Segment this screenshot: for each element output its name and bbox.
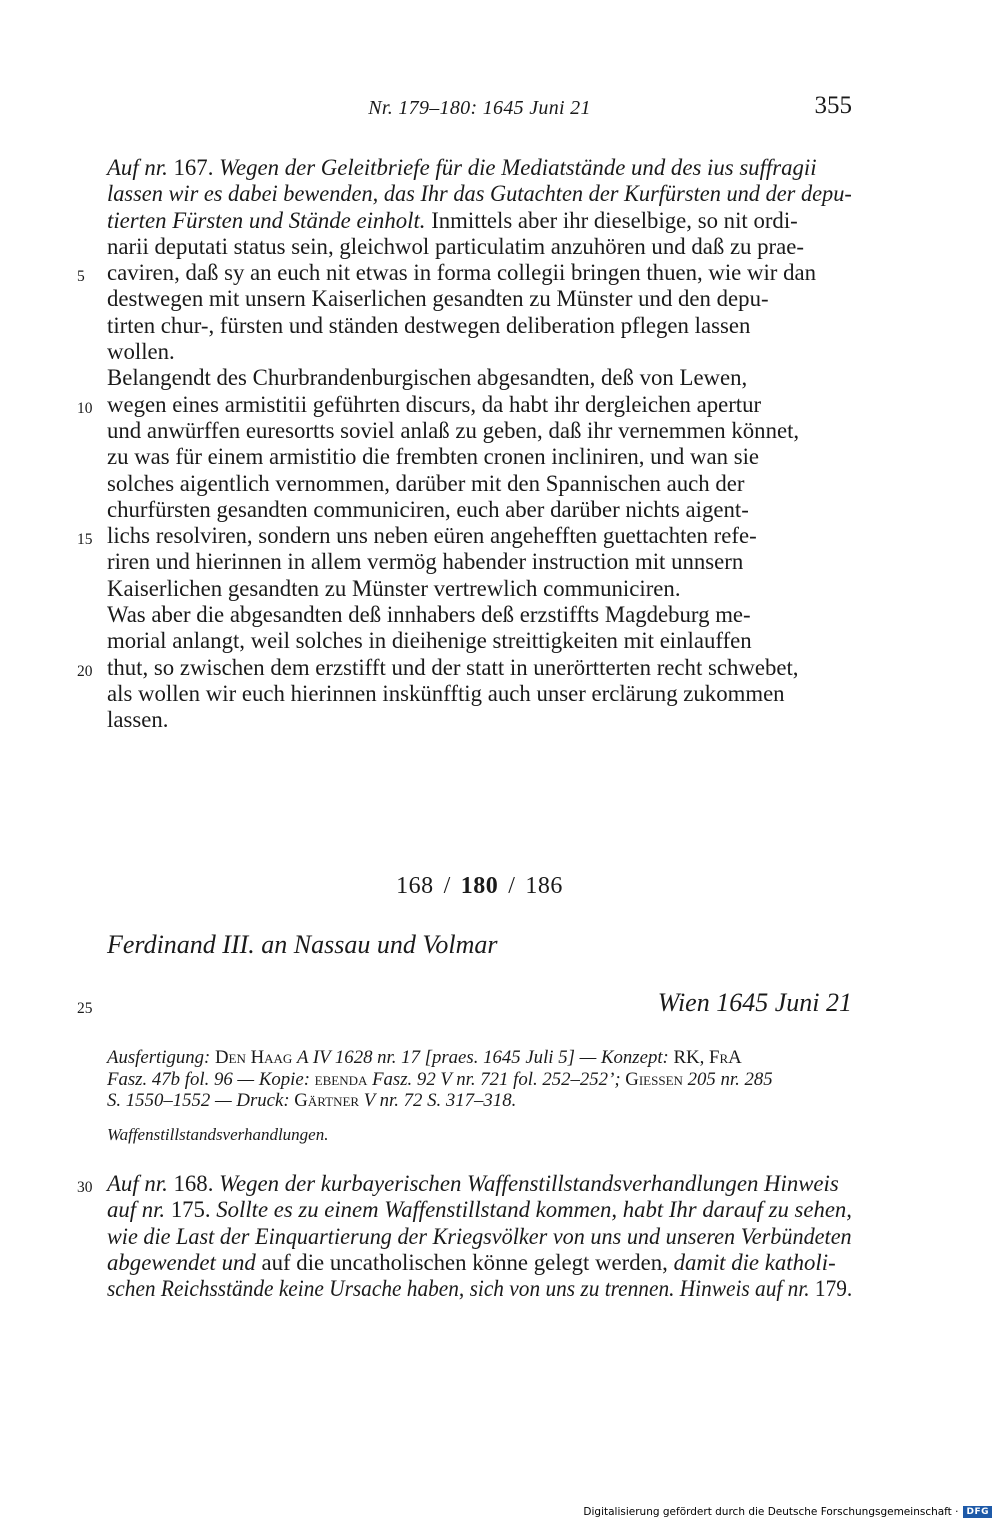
line-text [107,655,799,681]
text-line [107,707,852,733]
line-text [107,418,799,444]
page-number: 355 [814,92,852,119]
text-line [77,260,852,286]
text-line [107,549,852,575]
source-line [107,1069,852,1091]
text-line [107,339,852,365]
running-head [107,92,852,124]
line-text [107,1197,852,1223]
text-segment: tierten Fürsten und Stände einholt. [107,207,432,233]
text-line [77,654,852,681]
line-number: 25 [77,1000,93,1017]
text-line [107,628,852,654]
text-segment: caviren, daß sy an euch nit etwas in forma collegii bringen thuen, wie wir dan [107,260,817,286]
source-segment: RK, [673,1047,709,1068]
line-number: 20 [77,662,93,680]
subject-line: Waffenstillstandsverhandlungen. [107,1125,329,1144]
text-segment: zu was für einem armistitio die frembten cronen incliniren, und wan sie [107,444,760,470]
line-text [107,1276,852,1302]
text-segment: 168. [173,1171,220,1196]
line-text [107,339,175,365]
line-text [107,707,168,733]
line-number: 10 [77,399,93,417]
line-text [107,602,751,628]
text-segment: Auf nr. [107,1171,174,1196]
previous-document-number: 168 [396,873,434,899]
text-line [107,497,852,523]
text-segment: schen Reichsstände keine Ursache haben, sich von uns zu trennen. Hinweis auf nr. [107,1276,815,1302]
source-segment: A IV 1628 nr. 17 [praes. 1645 Juli 5] — Konzept: [297,1047,674,1068]
source-line-text [107,1069,773,1091]
footer-credit: Digitalisierung gefördert durch die Deutsche Forschungsgemeinschaft · [583,1506,959,1518]
line-text [107,181,852,207]
text-line [77,391,852,418]
source-segment: Ausfertigung: [107,1047,215,1068]
line-text [107,313,750,339]
text-segment: damit die katholi- [673,1249,836,1275]
text-segment: Belangendt des Churbrandenburgischen abgesandten, deß von Lewen, [107,365,748,391]
text-line [107,471,852,497]
line-text [107,497,749,523]
text-segment: als wollen wir euch hierinnen inskünfftig auch unser erclärung zukommen [107,680,785,706]
text-line [107,313,852,339]
text-segment: und anwürffen euresortts soviel anlaß zu geben, daß ihr vernemmen könnet, [107,417,800,443]
source-note [107,1047,852,1112]
source-segment: Den Haag [214,1047,297,1068]
text-line [107,234,852,260]
line-text [107,1224,852,1250]
line-text [107,681,785,707]
current-document-number: 180 [460,873,499,899]
text-segment: Wegen der kurbayerischen Waffenstillstandsverhandlungen Hinweis [219,1171,839,1196]
text-segment: narii deputati status sein, gleichwol particulatim anzuhören und daß zu prae- [107,233,804,259]
line-text [107,365,747,391]
text-segment: churfürsten gesandten communiciren, euch aber darüber nichts aigent- [107,496,749,522]
text-line [107,1250,852,1276]
source-segment: S. 1550–1552 — Druck: [107,1090,295,1111]
text-line [107,418,852,444]
text-segment: auf die uncatholischen könne gelegt werden, [261,1249,674,1275]
line-number: 15 [77,531,93,549]
line-text [107,628,752,654]
text-segment: 179. [814,1276,853,1302]
text-segment: abgewendet und [107,1249,262,1275]
source-segment: 205 nr. 285 [687,1068,773,1090]
text-segment: Inmittels aber ihr dieselbige, so nit ordi- [431,207,798,233]
line-text [107,576,681,602]
text-line [107,365,852,391]
source-line [107,1090,852,1112]
line-number: 5 [77,268,85,286]
source-segment: Fasz. 47b fol. 96 — Kopie: [107,1068,315,1090]
text-block-bottom [77,1171,853,1302]
source-line [107,1047,852,1069]
text-segment: lichs resolviren, sondern uns neben eüren angehefften guettachten refe- [107,523,757,549]
text-line [107,1276,852,1302]
line-text [107,286,769,312]
footer [583,1502,992,1522]
line-text [107,234,804,260]
text-line [107,576,852,602]
running-title: Nr. 179–180: 1645 Juni 21 [368,97,591,119]
text-line [107,1224,852,1250]
separator: / [508,873,516,899]
text-segment: tirten chur-, fürsten und ständen destwegen deliberation pflegen lassen [107,312,751,338]
text-block-top [77,155,852,734]
text-segment: wollen. [107,339,175,365]
text-segment: wegen eines armistitii geführten discurs, da habt ihr dergleichen apertur [107,391,762,417]
line-text [107,444,759,470]
document-number [107,873,852,900]
text-segment: wie die Last der Einquartierung der Kriegsvölker von uns und unseren Verbündeten [107,1223,852,1249]
text-segment: Was aber die abgesandten deß innhabers deß erzstiffts Magdeburg me- [107,602,751,628]
source-segment: Fasz. 92 V nr. 721 fol. 252–252’; [372,1068,626,1090]
text-segment: lassen wir es dabei bewenden, das Ihr das Gutachten der Kurfürsten und der depu- [107,181,852,207]
text-line [107,681,852,707]
separator: / [443,873,451,899]
line-text [107,1250,836,1276]
text-line [107,208,852,234]
line-number: 30 [77,1179,93,1196]
text-segment: Sollte es zu einem Waffenstillstand kommen, habt Ihr darauf zu sehen, [216,1197,853,1223]
text-segment: 167. [173,155,220,180]
source-line-text [107,1047,742,1069]
text-segment: 175. [170,1197,217,1223]
text-line [107,181,852,207]
text-segment: Wegen der Geleitbriefe für die Mediatstände und des ius suffragii [219,155,817,180]
source-segment: Gärtner [294,1090,364,1111]
text-line [107,1197,852,1223]
text-segment: Kaiserlichen gesandten zu Münster vertrewlich communiciren. [107,575,681,601]
line-text [107,549,743,575]
dfg-logo: DFG [963,1506,992,1518]
line-text [107,523,757,549]
text-line [107,155,852,181]
next-document-number: 186 [525,873,563,899]
text-segment: riren und hierinnen in allem vermög habender instruction mit unnsern [107,549,744,575]
line-text [107,1171,839,1197]
text-line [107,286,852,312]
text-line [77,523,852,549]
line-text [107,208,798,234]
text-segment: thut, so zwischen dem erzstifft und der statt in unerörtterten recht schwebet, [107,654,799,680]
line-text [107,155,817,181]
dateline: Wien 1645 Juni 21 [657,988,852,1017]
line-text [107,260,816,286]
line-text [107,471,744,497]
text-line [107,444,852,470]
source-segment: Giessen [625,1068,688,1090]
text-segment: destwegen mit unsern Kaiserlichen gesandten zu Münster und den depu- [107,286,769,312]
source-segment: FrA [709,1047,742,1068]
text-segment: morial anlangt, weil solches in dieihenige streittigkeiten mit einlauffen [107,628,752,654]
text-line [77,1171,852,1197]
document-addressee: Ferdinand III. an Nassau und Volmar [107,930,498,959]
text-segment: lassen. [107,707,169,733]
text-line [107,602,852,628]
source-line-text [107,1090,516,1112]
source-segment: V nr. 72 S. 317–318. [363,1090,517,1111]
text-segment: Auf nr. [107,155,174,180]
source-segment: ebenda [314,1068,373,1090]
text-segment: solches aigentlich vernommen, darüber mit den Spannischen auch der [107,470,745,496]
line-text [107,392,761,418]
text-segment: auf nr. [107,1197,171,1223]
